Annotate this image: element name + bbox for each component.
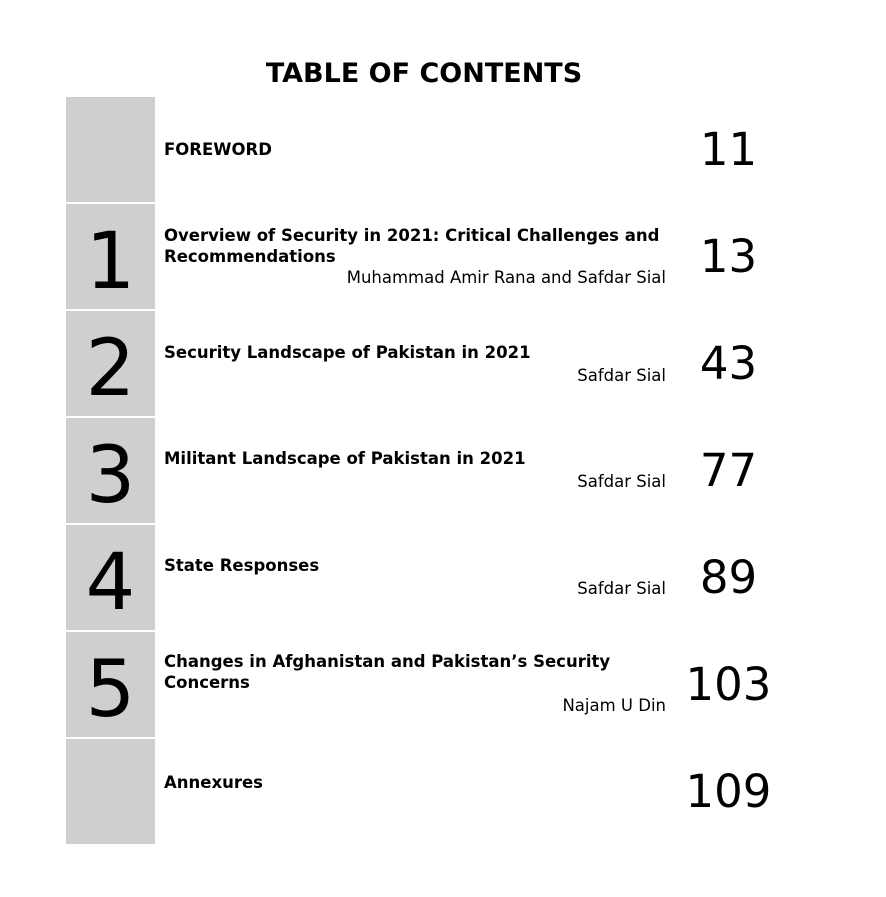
chapter-number-cell [66,97,155,202]
chapter-number-cell [66,525,155,630]
page-number: 13 [699,230,758,283]
chapter-number-cell [66,739,155,844]
chapter-number-cell [66,418,155,523]
page-number: 77 [699,444,758,497]
entry-title: State Responses [164,556,320,575]
chapter-number-cell [66,311,155,416]
chapter-number: 2 [85,324,136,414]
toc-entry-foreword[interactable] [66,97,786,204]
entry-author: Muhammad Amir Rana and Safdar Sial [346,268,666,287]
entry-author: Najam U Din [562,696,666,715]
entry-author: Safdar Sial [577,472,666,491]
entry-title: Annexures [164,773,263,792]
entry-title: Changes in Afghanistan and Pakistan’s Security Concerns [164,652,611,692]
page-number: 103 [685,658,772,711]
entry-author: Safdar Sial [577,579,666,598]
chapter-number-cell [66,632,155,737]
chapter-number: 3 [85,431,136,521]
entry-title: FOREWORD [164,140,272,159]
toc-entry-chapter-2[interactable] [66,311,786,418]
page-number: 43 [699,337,758,390]
chapter-number [66,103,155,208]
page-number: 109 [685,765,772,818]
entry-author: Safdar Sial [577,366,666,385]
chapter-number-cell [66,204,155,309]
toc-entry-chapter-4[interactable] [66,525,786,632]
entry-title: Militant Landscape of Pakistan in 2021 [164,449,526,468]
entry-title: Security Landscape of Pakistan in 2021 [164,343,531,362]
chapter-number [66,745,155,850]
page-title: TABLE OF CONTENTS [265,58,583,89]
page-number: 11 [699,123,758,176]
toc-entry-chapter-1[interactable] [66,204,786,311]
toc-entry-chapter-3[interactable] [66,418,786,525]
table-of-contents [66,97,786,844]
toc-entry-annexures[interactable] [66,739,786,844]
chapter-number: 5 [85,645,136,735]
chapter-number: 4 [85,538,136,628]
toc-entry-chapter-5[interactable] [66,632,786,739]
entry-title: Overview of Security in 2021: Critical Challenges and Recommendations [164,226,660,266]
chapter-number: 1 [85,217,136,307]
page-number: 89 [699,551,758,604]
